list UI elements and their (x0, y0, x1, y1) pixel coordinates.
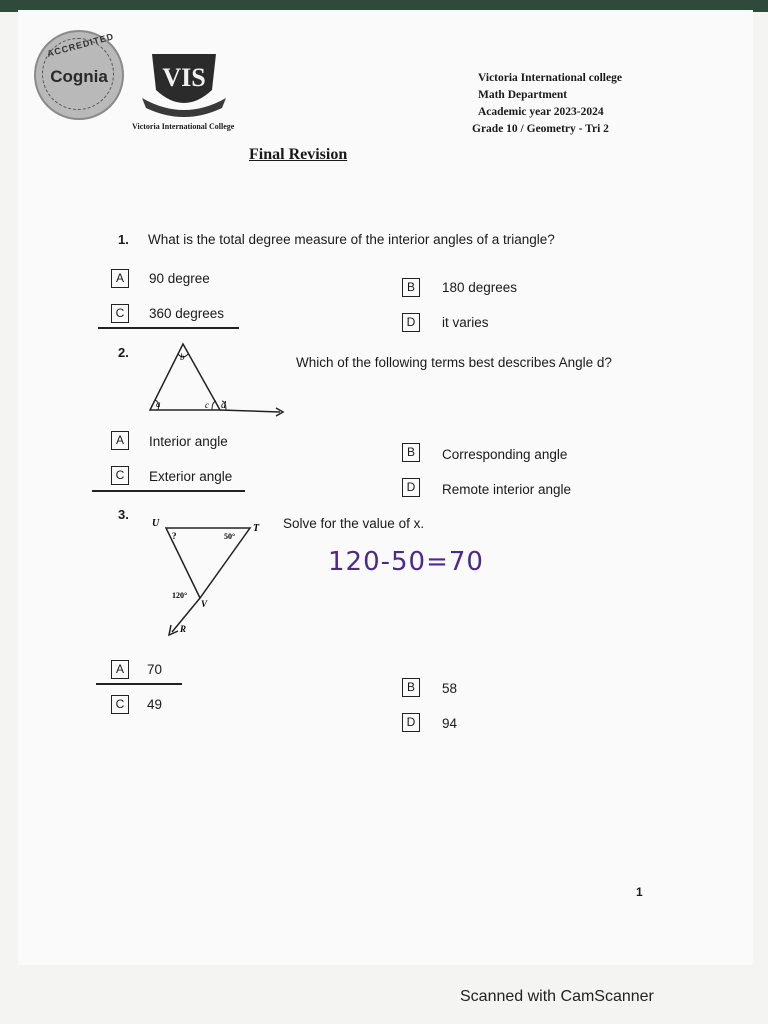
q2-option-b-box[interactable]: B (402, 443, 420, 462)
seal-brand: Cognia (50, 67, 108, 86)
q3-text: Solve for the value of x. (283, 516, 425, 531)
q3-option-d-box[interactable]: D (402, 713, 420, 732)
header-grade: Grade 10 / Geometry - Tri 2 (472, 123, 609, 135)
q2-option-a-text: Interior angle (149, 434, 228, 449)
header-school: Victoria International college (478, 72, 622, 84)
q1-option-a-box[interactable]: A (111, 269, 129, 288)
q1-option-b-text: 180 degrees (442, 280, 518, 295)
q2-label-a: a (156, 399, 161, 409)
school-logo (138, 50, 230, 120)
q2-option-c-box[interactable]: C (111, 466, 129, 485)
q3-label-t: T (253, 523, 260, 534)
q2-option-a-box[interactable]: A (111, 431, 129, 450)
q3-answer-underline (96, 683, 182, 685)
q2-option-b-text: Corresponding angle (442, 447, 568, 462)
q1-option-c-text: 360 degrees (149, 306, 225, 321)
q2-option-d-text: Remote interior angle (442, 482, 572, 497)
q3-option-a-text: 70 (147, 662, 163, 677)
q2-number: 2. (118, 345, 129, 360)
q2-option-c-text: Exterior angle (149, 469, 233, 484)
q2-triangle-figure (140, 338, 290, 420)
paper-sheet (18, 10, 753, 965)
q3-label-120: 120° (172, 591, 188, 600)
header-dept: Math Department (478, 89, 568, 101)
q1-option-c-box[interactable]: C (111, 304, 129, 323)
q1-text: What is the total degree measure of the interior angles of a triangle? (148, 232, 555, 247)
q3-label-u: U (152, 518, 160, 529)
q3-label-50: 50° (224, 532, 236, 541)
q3-handwritten-work: 120-50=70 (328, 547, 484, 577)
q3-label-q: ? (172, 531, 177, 541)
q2-label-c: c (205, 400, 209, 410)
page-title: Final Revision (249, 146, 348, 163)
seal-top-text: ACCREDITED (45, 31, 116, 59)
q3-label-r: R (180, 624, 187, 634)
q3-number: 3. (118, 507, 129, 522)
q3-label-v: V (201, 599, 208, 609)
school-shield-icon (138, 50, 230, 120)
header-year: Academic year 2023-2024 (478, 106, 604, 118)
q2-answer-underline (92, 490, 245, 492)
q3-option-d-text: 94 (442, 716, 458, 731)
q3-option-b-box[interactable]: B (402, 678, 420, 697)
accreditation-seal (34, 30, 124, 120)
logo-letters: VIS (162, 63, 206, 92)
q1-answer-underline (98, 327, 239, 329)
q1-option-b-box[interactable]: B (402, 278, 420, 297)
q1-option-d-text: it varies (442, 315, 489, 330)
q2-option-d-box[interactable]: D (402, 478, 420, 497)
scanner-footer: Scanned with CamScanner (460, 988, 654, 1005)
q1-number: 1. (118, 232, 129, 247)
q2-label-d: d (221, 400, 226, 411)
q3-option-b-text: 58 (442, 681, 458, 696)
q3-option-a-box[interactable]: A (111, 660, 129, 679)
q3-option-c-text: 49 (147, 697, 163, 712)
q3-triangle-figure (148, 512, 270, 640)
q2-label-b: b (180, 352, 185, 362)
q2-text: Which of the following terms best describes Angle d? (296, 355, 612, 370)
q1-option-a-text: 90 degree (149, 271, 210, 286)
header-block (472, 70, 622, 138)
q1-option-d-box[interactable]: D (402, 313, 420, 332)
q3-option-c-box[interactable]: C (111, 695, 129, 714)
page-number: 1 (636, 885, 643, 899)
logo-caption: Victoria International College (132, 122, 235, 131)
